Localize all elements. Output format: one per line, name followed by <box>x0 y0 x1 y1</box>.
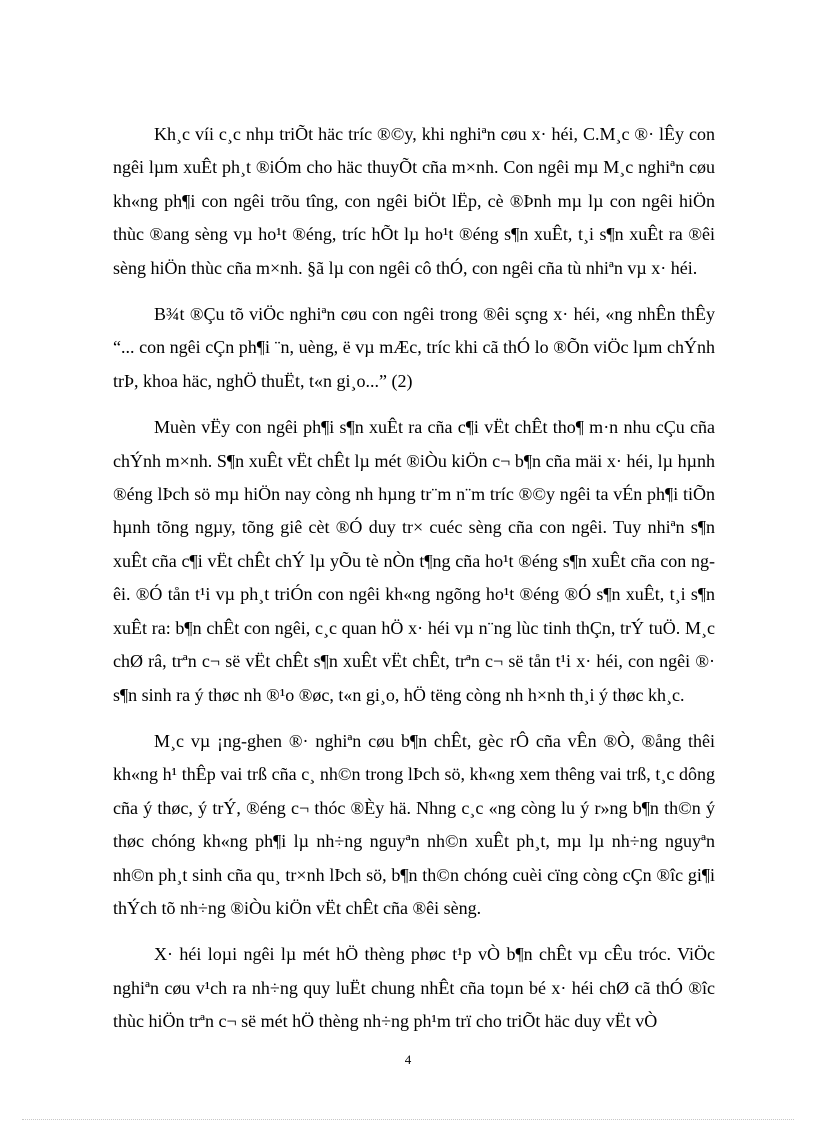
paragraph: Kh¸c víi c¸c nhµ triÕt häc tríc ®©y, khi nghiªn cøu x· héi, C.M¸c ®· lÊy con ngêi lµm xuÊt ph¸t ®iÓm cho häc thuyÕt cña m×nh. Con ngêi mµ M¸c nghiªn cøu kh«ng ph¶i con ngêi trõu tîng, con ngêi biÖt lËp, cè ®Þnh mµ lµ con ngêi hiÖn thùc ®ang sèng vµ ho¹t ®éng, tríc hÕt lµ ho¹t ®éng s¶n xuÊt, t¸i s¶n xuÊt ra ®êi sèng hiÖn thùc cña m×nh. §ã lµ con ngêi cô thÓ, con ngêi cña tù nhiªn vµ x· héi. <box>113 124 715 278</box>
paragraph: B¾t ®Çu tõ viÖc nghiªn cøu con ngêi trong ®êi sçng x· héi, «ng nhÊn thÊy “... con ngêi cÇn ph¶i ¨n, uèng, ë vµ mÆc, tríc khi cã thÓ lo ®Õn viÖc lµm chÝnh trÞ, khoa häc, nghÖ thuËt, t«n gi¸o...” (2) <box>113 304 715 391</box>
paragraph: Muèn vËy con ngêi ph¶i s¶n xuÊt ra cña c¶i vËt chÊt tho¶ m·n nhu cÇu cña chÝnh m×nh. S¶n xuÊt vËt chÊt lµ mét ®iÒu kiÖn c¬ b¶n cña mäi x· héi, lµ hµnh ®éng lÞch sö mµ hiÖn nay còng nh hµng tr¨m n¨m tríc ®©y ngêi ta vÉn ph¶i tiÕn hµnh tõng ngµy, tõng giê cèt ®Ó duy tr× cuéc sèng cña con ngêi. Tuy nhiªn s¶n xuÊt cña c¶i vËt chÊt chÝ lµ yÕu tè nÒn t¶ng cña ho¹t ®éng s¶n xuÊt cña con ngêi. ®Ó tån t¹i vµ ph¸t triÓn con ngêi kh«ng ngõng ho¹t ®éng ®Ó s¶n xuÊt, t¸i s¶n xuÊt ra: b¶n chÊt con ngêi, c¸c quan hÖ x· héi vµ n¨ng lùc tinh thÇn, trÝ tuÖ. M¸c chØ râ, trªn c¬ së vËt chÊt s¶n xuÊt vËt chÊt, trªn c¬ së tån t¹i x· héi, con ngêi ®· s¶n sinh ra ý thøc nh ®¹o ®øc, t«n gi¸o, hÖ tëng còng nh h×nh th¸i ý thøc kh¸c. <box>113 417 715 705</box>
page-number: 4 <box>404 1052 412 1067</box>
page-footer-divider <box>22 1119 794 1120</box>
paragraph: X· héi loµi ngêi lµ mét hÖ thèng phøc t¹p vÒ b¶n chÊt vµ cÊu tróc. ViÖc nghiªn cøu v¹ch ra nh÷ng quy luËt chung nhÊt cña toµn bé x· héi chØ cã thÓ ®îc thùc hiÖn trªn c¬ së mét hÖ thèng nh÷ng ph¹m trï cho triÕt häc duy vËt vÒ <box>113 944 715 1032</box>
body-text <box>113 118 715 1052</box>
paragraph: M¸c vµ ¡ng-ghen ®· nghiªn cøu b¶n chÊt, gèc rÔ cña vÊn ®Ò, ®ång thêi kh«ng h¹ thÊp vai trß cña c¸ nh©n trong lÞch sö, kh«ng xem thêng vai trß, t¸c dông cña ý thøc, ý trÝ, ®éng c¬ thóc ®Èy hä. Nhng c¸c «ng còng lu ý r»ng b¶n th©n ý thøc chóng kh«ng ph¶i lµ nh÷ng nguyªn nh©n xuÊt ph¸t, mµ lµ nh÷ng nguyªn nh©n ph¸t sinh cña qu¸ tr×nh lÞch sö, b¶n th©n chóng cuèi cïng còng cÇn ®îc gi¶i thÝch tõ nh÷ng ®iÒu kiÖn vËt chÊt cña ®êi sèng. <box>113 730 715 918</box>
